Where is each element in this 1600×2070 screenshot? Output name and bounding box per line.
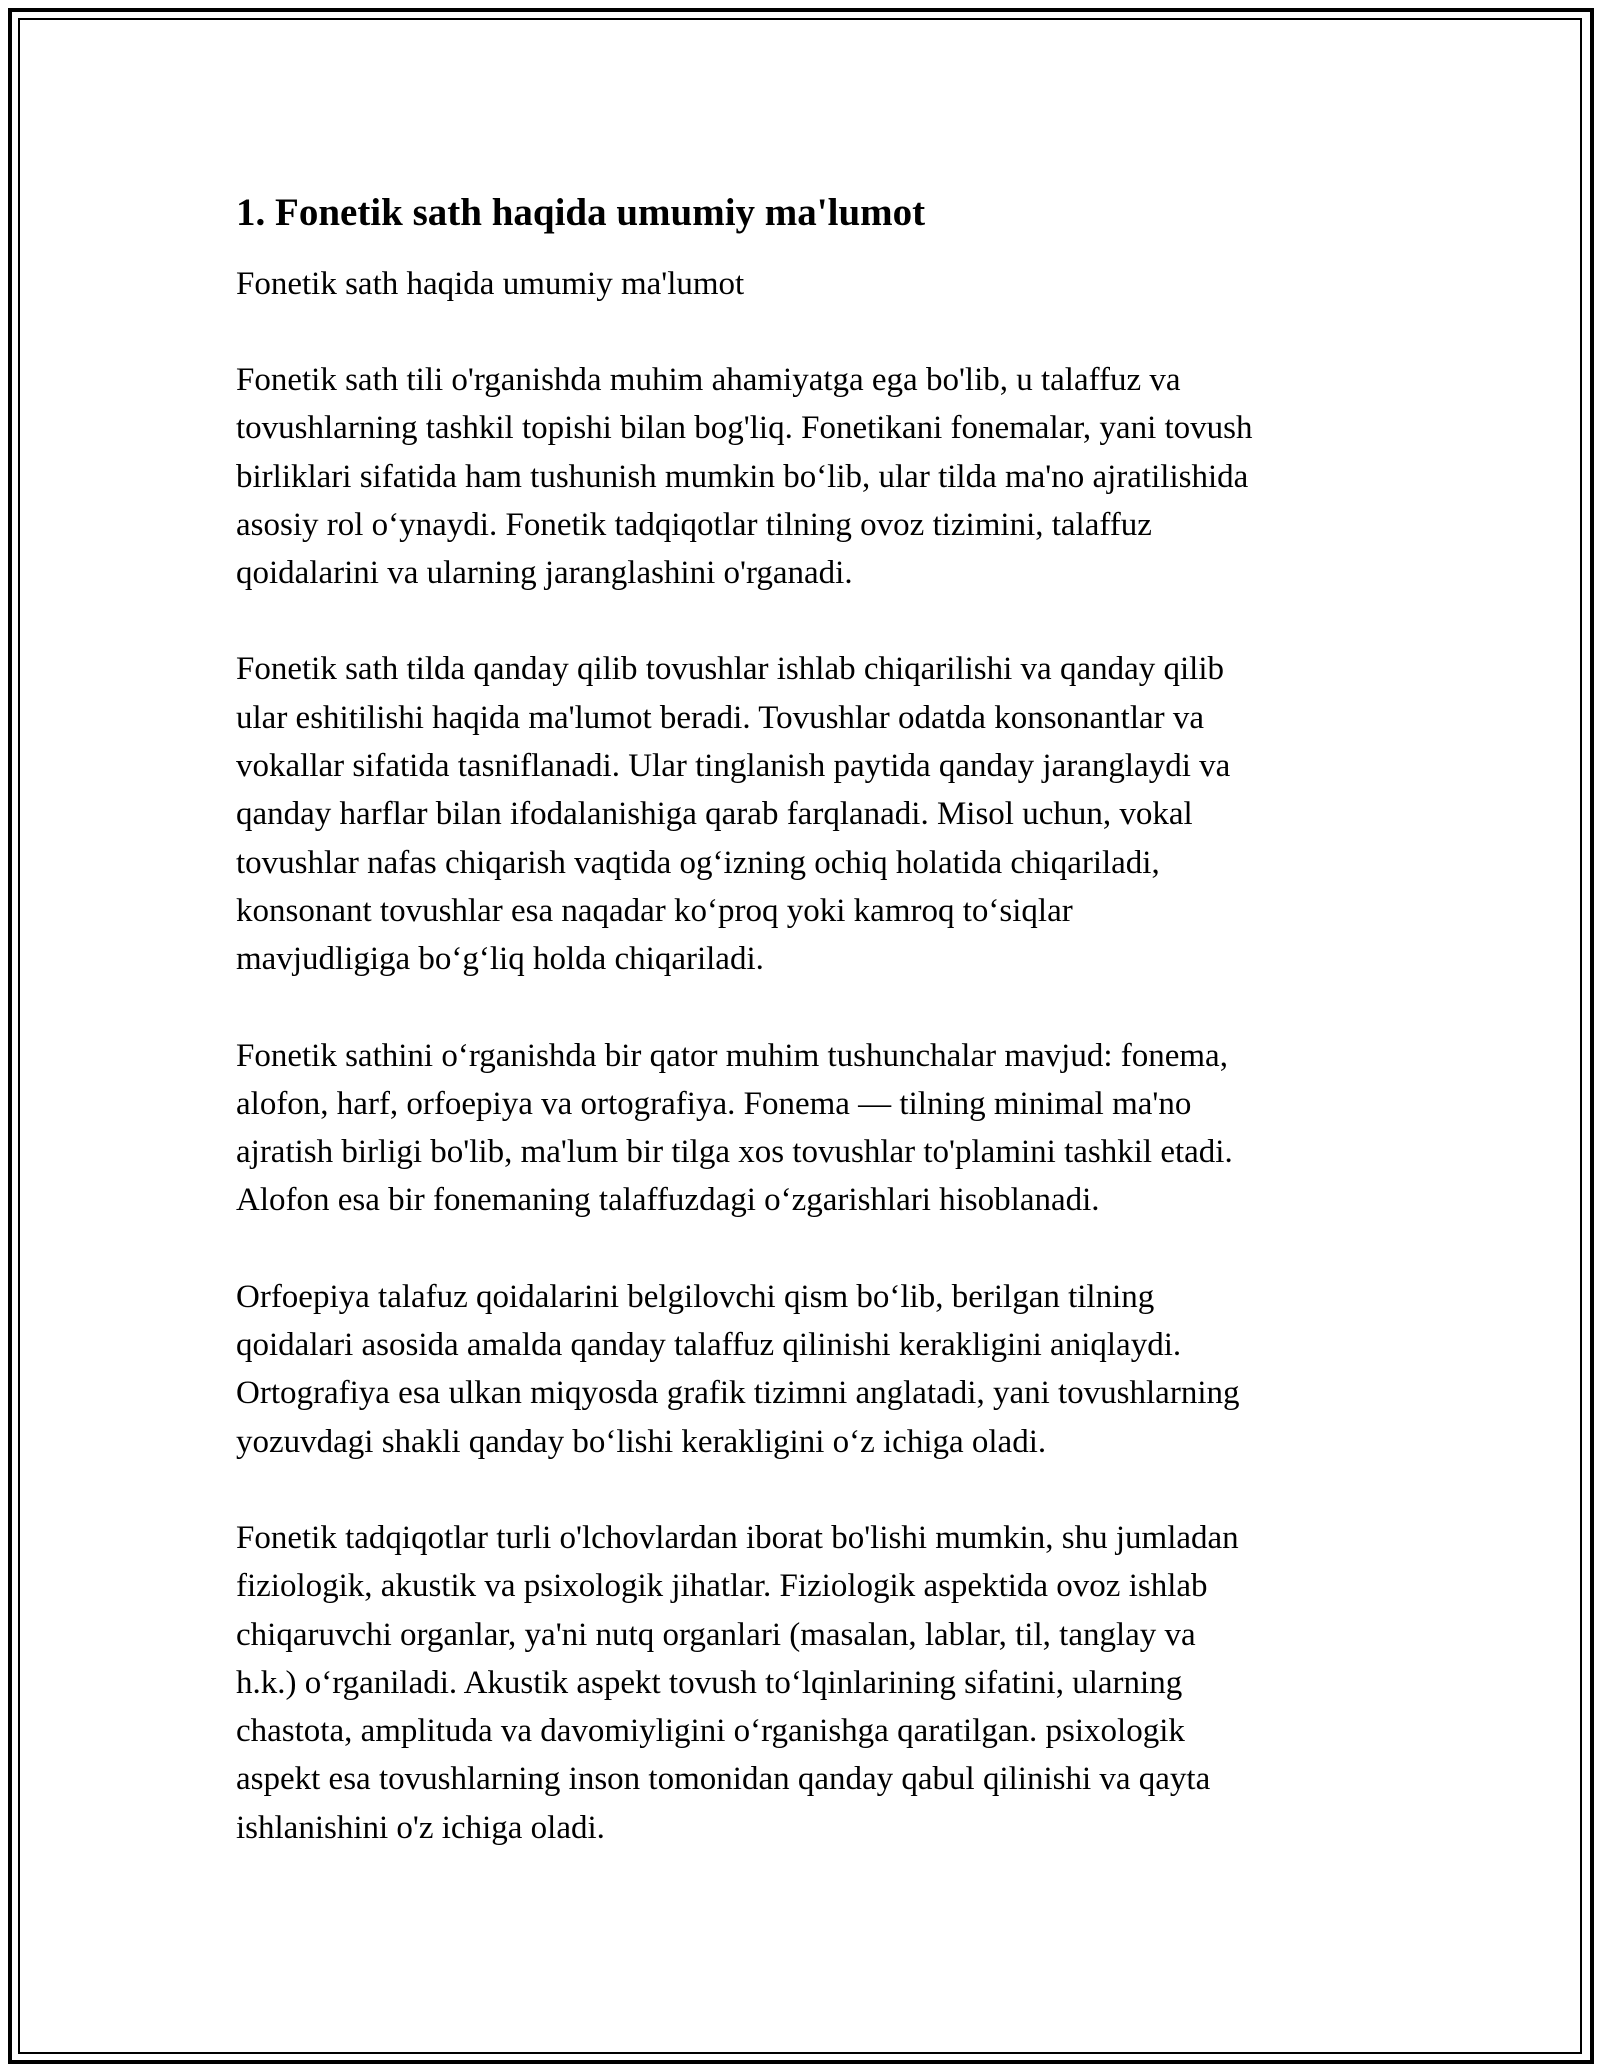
document-subtitle: Fonetik sath haqida umumiy ma'lumot: [236, 266, 745, 302]
text-line: konsonant tovushlar esa naqadar ko‘proq yoki kamroq to‘siqlar: [236, 892, 1073, 929]
text-line: Fonetik sath tilda qanday qilib tovushlar ishlab chiqarilishi va qanday qilib: [236, 651, 1225, 688]
text-line: vokallar sifatida tasniflanadi. Ular tinglanish paytida qanday jaranglaydi va: [236, 748, 1231, 785]
text-line: h.k.) o‘rganiladi. Akustik aspekt tovush to‘lqinlarining sifatini, ularning: [236, 1664, 1183, 1701]
text-line: Fonetik sathini o‘rganishda bir qator muhim tushunchalar mavjud: fonema,: [236, 1037, 1228, 1074]
paragraph-5: [236, 1514, 1386, 1852]
text-line: tovushlar nafas chiqarish vaqtida og‘izning ochiq holatida chiqariladi,: [236, 844, 1160, 881]
text-line: Fonetik tadqiqotlar turli o'lchovlardan iborat bo'lishi mumkin, shu jumladan: [236, 1519, 1239, 1556]
text-line: qoidalarini va ularning jaranglashini o'rganadi.: [236, 555, 853, 592]
text-line: Fonetik sath tili o'rganishda muhim ahamiyatga ega bo'lib, u talaffuz va: [236, 362, 1181, 398]
paragraph-2: [236, 645, 1386, 983]
text-line: chiqaruvchi organlar, ya'ni nutq organlari (masalan, lablar, til, tanglay va: [236, 1616, 1196, 1653]
text-line: yozuvdagi shakli qanday bo‘lishi kerakligini o‘z ichiga oladi.: [236, 1423, 1047, 1460]
text-line: alofon, harf, orfoepiya va ortografiya. Fonema — tilning minimal ma'no: [236, 1085, 1192, 1122]
text-line: tovushlarning tashkil topishi bilan bog'liq. Fonetikani fonemalar, yani tovush: [236, 410, 1253, 447]
paragraph-1: [236, 356, 1386, 597]
text-line: Ortografiya esa ulkan miqyosda grafik tizimni anglatadi, yani tovushlarning: [236, 1375, 1240, 1412]
paragraph-3: [236, 1032, 1386, 1225]
text-line: birliklari sifatida ham tushunish mumkin bo‘lib, ular tilda ma'no ajratilishida: [236, 458, 1249, 495]
text-line: qoidalari asosida amalda qanday talaffuz qilinishi kerakligini aniqlaydi.: [236, 1327, 1182, 1364]
paragraph-4: [236, 1273, 1386, 1466]
text-line: qanday harflar bilan ifodalanishiga qarab farqlanadi. Misol uchun, vokal: [236, 796, 1193, 833]
text-line: ular eshitilishi haqida ma'lumot beradi. Tovushlar odatda konsonantlar va: [236, 699, 1205, 736]
text-line: mavjudligiga bo‘g‘liq holda chiqariladi.: [236, 941, 764, 978]
text-line: aspekt esa tovushlarning inson tomonidan qanday qabul qilinishi va qayta: [236, 1761, 1211, 1798]
text-line: ishlanishini o'z ichiga oladi.: [236, 1809, 605, 1846]
text-line: Alofon esa bir fonemaning talaffuzdagi o‘zgarishlari hisoblanadi.: [236, 1182, 1100, 1219]
text-line: Orfoepiya talafuz qoidalarini belgilovchi qism bo‘lib, berilgan tilning: [236, 1278, 1155, 1315]
page-title: 1. Fonetik sath haqida umumiy ma'lumot: [236, 191, 926, 234]
text-line: ajratish birligi bo'lib, ma'lum bir tilga xos tovushlar to'plamini tashkil etadi.: [236, 1134, 1233, 1171]
text-line: fiziologik, akustik va psixologik jihatlar. Fiziologik aspektida ovoz ishlab: [236, 1568, 1208, 1605]
text-line: chastota, amplituda va davomiyligini o‘rganishga qaratilgan. psixologik: [236, 1713, 1185, 1750]
text-line: asosiy rol o‘ynaydi. Fonetik tadqiqotlar tilning ovoz tizimini, talaffuz: [236, 506, 1152, 543]
document-body: [236, 188, 1386, 1900]
